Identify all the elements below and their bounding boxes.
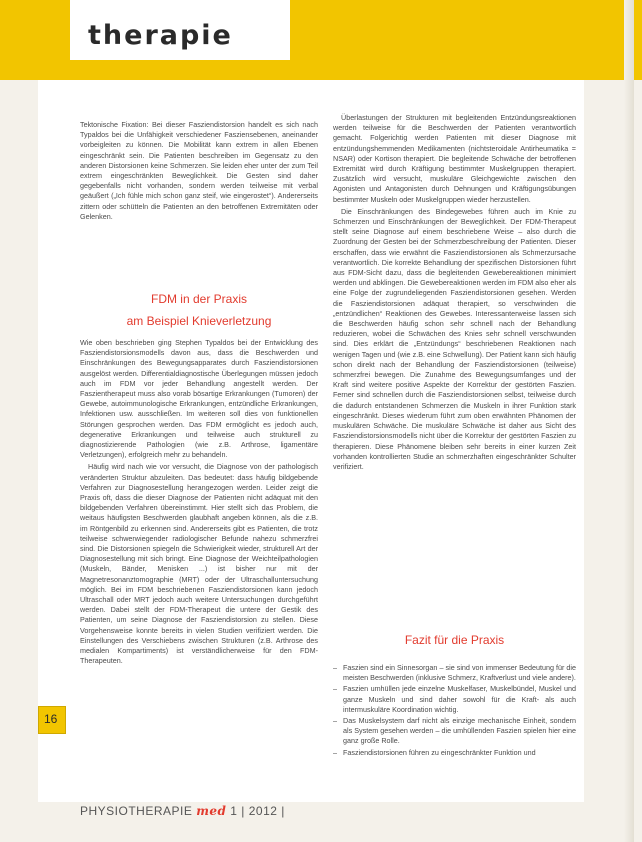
right-column-body xyxy=(333,113,576,474)
footer-magazine: PHYSIOTHERAPIE xyxy=(80,804,193,818)
section-title: therapie xyxy=(88,20,233,51)
right-paragraph-2: Die Einschränkungen des Bindegewebes führen auch im Knie zu Schmerzen und Einschränkungen der Beweglichkeit. Der FDM-Therapeut stellt seine Diagnose auf einem beschriebene Weise – also durch die Zuordnung der Gesten bei der Schmerzbeschreibung der Patienten. Dieser erschaffen, dass wie erwähnt die Fasziendistorsionen als Schmerzursache verantwortlich. Die korrekte Behandlung der spezifischen Distorsionen führt aus FDM-Sicht dazu, dass die begleitenden Gewebereaktionen minimiert werden und abklingen. Die Gewebereaktionen werden im FDM also eher als eine Folge der zugrundeliegenden Fasziendistorsionen gesehen. Werden die Fasziendistorsionen adäquat therapiert, so verschwinden die „entzündlichen“ Reaktionen des Gewebes. Interessanterweise lassen sich die Beschwerden häufig schon sehr schnell nach der Behandlung reduzieren, wobei die Schwächen des Knies sehr schnell verschwunden sind. Dies erklärt die „Entzündungs“ beschriebenen Reaktionen nach wenigen Tagen und (wie z.B. eine Schwellung). Der Patient kann sich häufig schon direkt nach der Behandlung der Fasziendistorsionen (teilweise) schmerzfrei bewegen. Die Zunahme des Bewegungsumfanges und der Kraft sind weitere positive Aspekte der Korrektur der gestörten Faszien. Ferner sind schnellen durch die Fasziendistorsionen selbst, teilweise durch die dadurch entstandenen Schmerzen die Muskeln in ihrer Funktion stark eingeschränkt. Dieses wiederum führt zum oben erwähnten Phänomen der muskulären Schwäche. Die muskuläre Schwäche ist daher aus Sicht des Fasziendistorsionsmodells nicht über die Korrektur der gestörten Faszien zu therapieren. Diese Phänomene bleiben sehr bereits in einer kurzen Zeit vorhanden kontrollierten Studie an schmerzhaften eingeschränkter Schulter verifiziert. xyxy=(333,206,576,471)
intro-text: Tektonische Fixation: Bei dieser Fasziendistorsion handelt es sich nach Typaldos bei die Unfähigkeit verschiedener Fasziensebenen, aneinander vorbeigleiten zu können. Die Mobilität kann extrem in allen Ebenen eingeschränkt sein. Die Patienten beschreiben im Gegensatz zu den anderen Distorsionen keine Schmerzen. Sie leiden eher unter der zum Teil extrem eingeschränkten Beweglichkeit. Die Gesten sind daher gegebenfalls nicht vorhanden, sondern werden teilweise mit verbal geäußert („Ich fühle mich schon ganz steif, wie eingerostet“). Andererseits zittern oder schütteln die Patienten an den betroffenen Extremitäten oder Gelenken. xyxy=(80,120,318,221)
right-paragraph-1: Überlastungen der Strukturen mit begleitenden Entzündungsreaktionen werden teilweise für die Beschwerden der Patienten verantwortlich gemacht. Folgerichtig werden Patienten mit dieser Diagnose mit entzündungshemmenden Medikamenten (nichtsteroidale Antirheumatika = NSAR) oder Kortison therapiert. Die begleitende Schwäche der betroffenen Extremität wird durch Kräftigung bestimmter Muskelgruppen therapiert. Zusätzlich wird versucht, muskuläre Gleichgewichte zwischen den Agonisten und Antagonisten durch Dehnungen und Kräftigungsübungen bestimmter Muskeln oder Muskelgruppen wieder herzustellen. xyxy=(333,113,576,204)
section-heading xyxy=(80,288,318,332)
heading-line-2: am Beispiel Knieverletzung xyxy=(126,314,272,328)
intro-paragraph xyxy=(80,120,318,224)
summary-item: – Faszien sind ein Sinnesorgan – sie sind von immenser Bedeutung für die meisten Beschwerden (inklusive Schmerz, Kraftverlust und viele andere). xyxy=(333,663,576,683)
page-number: 16 xyxy=(44,712,58,726)
footer-med: med xyxy=(196,804,227,818)
left-paragraph-1: Wie oben beschrieben ging Stephen Typaldos bei der Entwicklung des Fasziendistorsionsmodells davon aus, dass die Beschwerden und Einschränkungen des Bewegungsapparates durch Fasziendistorsionen ausgelöst werden. Differentialdiagnostische Überlegungen müssen jedoch auch im FDM vor jeder Behandlung angestellt werden. Der Faszientherapeut muss also vorab bösartige Erkrankungen (Tumoren) der Gewebe, autoimmunologische Erkrankungen, entzündliche Erkrankungen, Infektionen usw. ausschließen. Im weiteren soll dies von funktionellen Störungen gesprochen werden. Das FDM ermöglicht es jedoch auch, degenerative Erkrankungen und teilweise auch strukturell zu diagnostizierende Pathologien (wie z.B. Arthrose, ligamentäre Verletzungen), erfolgreich mehr zu behandeln. xyxy=(80,338,318,460)
heading-line-1: FDM in der Praxis xyxy=(150,292,248,306)
page-spine-shadow xyxy=(624,0,634,842)
summary-heading: Fazit für die Praxis xyxy=(404,633,505,647)
footer-issue: 1 | 2012 | xyxy=(230,804,285,818)
summary-item: – Das Muskelsystem darf nicht als einzige mechanische Einheit, sondern als System gesehen werden – die umhüllenden Faszien spielen hier eine ganz große Rolle. xyxy=(333,716,576,747)
left-column-body xyxy=(80,338,318,669)
footer xyxy=(80,804,285,818)
summary-list xyxy=(333,663,576,759)
summary-item: – Fasziendistorsionen führen zu eingeschränkter Funktion und xyxy=(333,748,576,758)
summary-item: – Faszien umhüllen jede einzelne Muskelfaser, Muskelbündel, Muskel und ganze Muskeln und sind daher sowohl für die Kraft- als auch intermuskuläre Koordination wichtig. xyxy=(333,684,576,715)
left-paragraph-2: Häufig wird nach wie vor versucht, die Diagnose von der pathologisch veränderten Struktur abzuleiten. Das bedeutet: dass häufig bildgebende Verfahren zur Diagnosestellung herangezogen werden. Leider zeigt die Praxis oft, dass die dieser Diagnose der Patienten nicht adäquat mit den bildgebenden Verfahren übereinstimmt. Hier stellt sich das Problem, die weitaus häufigsten Beschwerden glaubhaft angeben können, als die z.B. im Röntgenbild zu erkennen sind. Andererseits gibt es Patienten, die trotz teilweise schwerwiegender radiologischer Befunde nahezu schmerzfrei sind. Die Distorsionen spiegeln die Schwierigkeit wieder, strukturell Art der Diagnosestellung mit sich bringt. Eine Diagnose der Weichteilpathologien (Muskeln, Bänder, Menisken ...) ist bisher nur mit der Magnetresonanztomographie (MRT) oder der Ultraschalluntersuchung möglich. Bei im FDM beschriebenen Fasziendistorsionen kann jedoch Ultraschall oder MRT jedoch auch weitere Untersuchungen durchgeführt werden. Dabei stellt der FDM-Therapeut die untere der Gestik des Patienten, um seine Diagnose der Fasziendistorsion zu stellen. Diese Vorgehensweise konnte bereits in vielen Studien verifiziert werden. Die Einstellungen des Verschiebens zwischen Strukturen (z.B. Arthrose des medialen Kompartiments) ist verständlicherweise für den FDM-Therapeuten. xyxy=(80,462,318,666)
